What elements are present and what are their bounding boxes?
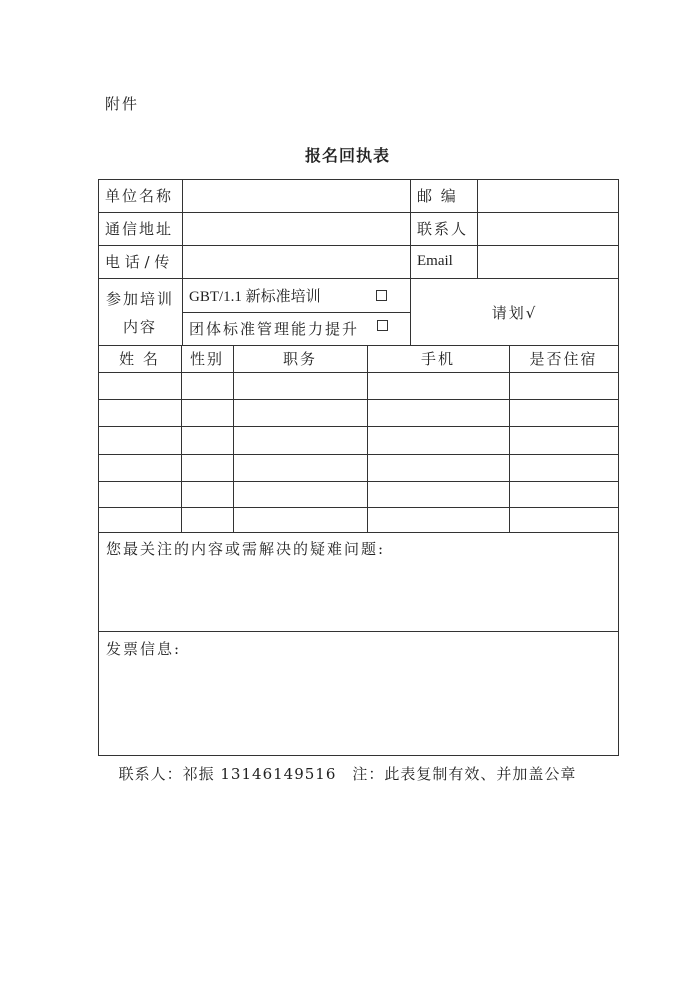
- table-row[interactable]: [99, 400, 618, 426]
- column-header-mobile: 手机: [420, 350, 455, 368]
- contact-label: 联系人: [417, 220, 469, 238]
- column-header-accommodation: 是否住宿: [529, 350, 598, 368]
- column-header-position: 职务: [282, 350, 317, 368]
- phone-fax-field[interactable]: [183, 246, 410, 278]
- email-field[interactable]: [478, 246, 618, 278]
- postcode-label: 邮 编: [417, 187, 458, 205]
- table-border-right: [618, 179, 619, 756]
- invoice-field[interactable]: [99, 660, 618, 754]
- email-label: Email: [417, 253, 453, 269]
- footer-note: 联系人：祁振 13146149516 注：此表复制有效、并加盖公章: [118, 765, 577, 783]
- column-header-name: 姓 名: [119, 350, 160, 368]
- training-option-group-standard: 团体标准管理能力提升: [189, 320, 360, 338]
- row-divider: [98, 532, 619, 533]
- gbt-checkbox[interactable]: [376, 290, 387, 301]
- contact-field[interactable]: [478, 213, 618, 245]
- row-divider: [98, 631, 619, 632]
- table-row[interactable]: [99, 508, 618, 532]
- table-border-bottom: [98, 755, 619, 756]
- table-row[interactable]: [99, 455, 618, 481]
- unit-name-label: 单位名称: [105, 187, 174, 205]
- page-title: 报名回执表: [304, 146, 390, 165]
- address-label: 通信地址: [105, 220, 174, 238]
- table-row[interactable]: [99, 427, 618, 454]
- training-option-gbt: GBT/1.1 新标准培训: [189, 289, 321, 305]
- attachment-label: 附件: [105, 95, 140, 113]
- group-standard-checkbox[interactable]: [377, 320, 388, 331]
- unit-name-field[interactable]: [183, 180, 410, 212]
- questions-field[interactable]: [99, 560, 618, 630]
- column-header-gender: 性别: [189, 350, 224, 368]
- check-hint: 请划√: [491, 303, 538, 322]
- postcode-field[interactable]: [478, 180, 618, 212]
- training-label-line1: 参加培训: [105, 289, 174, 308]
- training-label-line2: 内容: [122, 317, 157, 336]
- table-row[interactable]: [99, 482, 618, 507]
- table-row[interactable]: [99, 373, 618, 399]
- address-field[interactable]: [183, 213, 410, 245]
- questions-label: 您最关注的内容或需解决的疑难问题:: [106, 540, 386, 558]
- phone-fax-label: 电 话 / 传: [105, 253, 170, 271]
- invoice-label: 发票信息:: [106, 640, 182, 658]
